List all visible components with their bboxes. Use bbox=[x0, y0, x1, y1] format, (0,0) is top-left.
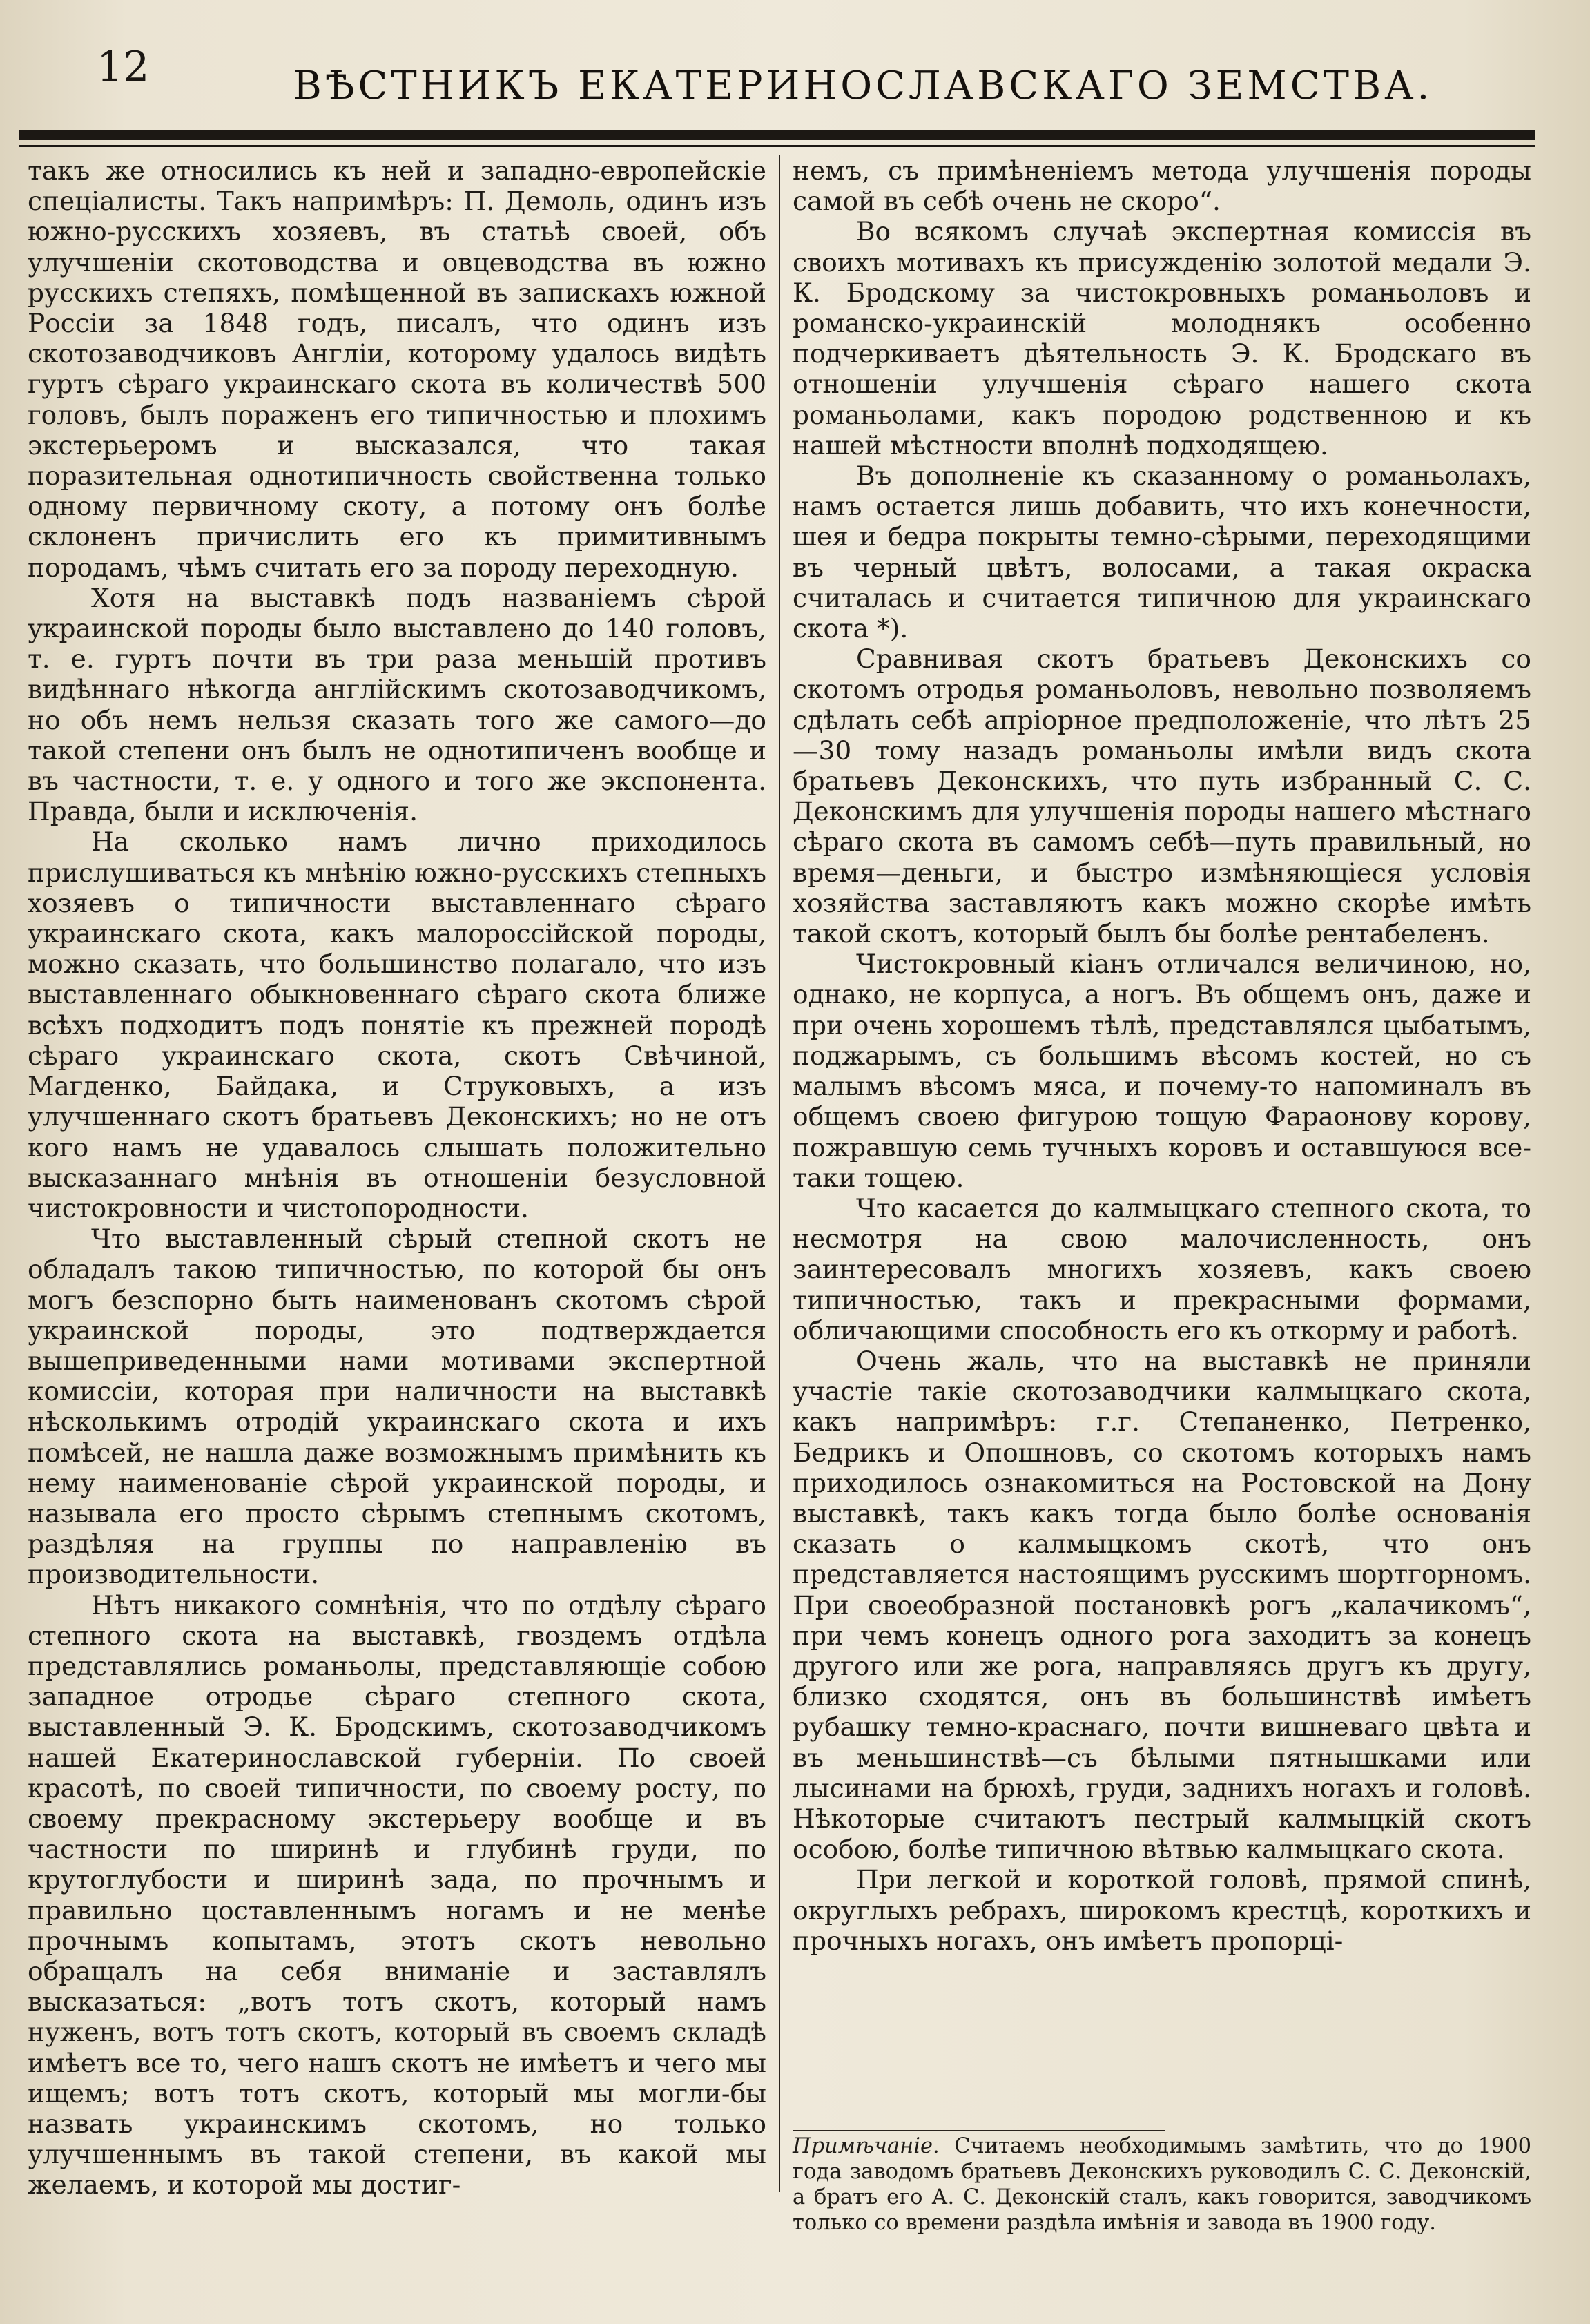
paragraph: Очень жаль, что на выставкѣ не приняли участіе такіе скотозаводчики калмыцкаго скота, какъ напримѣръ: г.г. Степаненко, Петренко, Бедрикъ и Опошновъ, со скотомъ которыхъ намъ приходилось ознакомиться на Ростовской на Дону выставкѣ, такъ какъ тогда было болѣе основанія сказать о калмыцкомъ скотѣ, что онъ представляется настоящимъ русскимъ шортгорномъ. При своеобразной постановкѣ рогъ „калачикомъ“, при чемъ конецъ одного рога заходитъ за конецъ другого или же рога, направляясь другъ къ другу, близко сходятся, онъ въ большинствѣ имѣетъ рубашку темно-краснаго, почти вишневаго цвѣта и въ меньшинствѣ—съ бѣлыми пятнышками или лысинами на брюхѣ, груди, заднихъ ногахъ и головѣ. Нѣкоторые считаютъ пестрый калмыцкій скотъ особою, болѣе типичною вѣтвью калмыцкаго скота. bbox=[793, 1345, 1531, 1865]
paragraph: Хотя на выставкѣ подъ названіемъ сѣрой украинской породы было выставлено до 140 головъ, т. е. гуртъ почти въ три раза меньшій противъ видѣннаго нѣкогда англійскимъ скотозаводчикомъ, но объ немъ нельзя сказать того же самого—до такой степени онъ былъ не однотипиченъ вообще и въ частности, т. е. у одного и того же экспонента. Правда, были и исключенія. bbox=[28, 582, 766, 827]
journal-title: ВѢСТНИКЪ ЕКАТЕРИНОСЛАВСКАГО ЗЕМСТВА. bbox=[293, 64, 1433, 108]
paragraph: При легкой и короткой головѣ, прямой спинѣ, округлыхъ ребрахъ, широкомъ крестцѣ, короткихъ и прочныхъ ногахъ, онъ имѣетъ пропорці- bbox=[793, 1864, 1531, 1956]
footnote-label: Примѣчаніе. bbox=[793, 2134, 940, 2158]
paragraph: Что выставленный сѣрый степной скотъ не обладалъ такою типичностью, по которой бы онъ могъ безспорно быть наименованъ скотомъ сѣрой украинской породы, это подтверждается вышеприведенными нами мотивами экспертной комиссіи, которая при наличности на выставкѣ нѣсколькимъ отродій украинскаго скота и ихъ помѣсей, не нашла даже возможнымъ примѣнить къ нему наименованіе сѣрой украинской породы, и называла его просто сѣрымъ степнымъ скотомъ, раздѣляя на группы по направленію въ производительности. bbox=[28, 1223, 766, 1590]
paragraph: Что касается до калмыцкаго степного скота, то несмотря на свою малочисленность, онъ заинтересовалъ многихъ хозяевъ, какъ своею типичностью, такъ и прекрасными формами, обличающими способность его къ откорму и работѣ. bbox=[793, 1192, 1531, 1346]
page-number: 12 bbox=[97, 43, 150, 91]
header-rule-thin bbox=[19, 145, 1535, 147]
footnote-text: Считаемъ необходимымъ замѣтить, что до 1900 года заводомъ братьевъ Деконскихъ руководилъ С. С. Деконскій, а братъ его А. С. Деконскій сталъ, какъ говорится, заводчикомъ только со времени раздѣла имѣнія и завода въ 1900 году. bbox=[793, 2134, 1531, 2235]
paragraph: такъ же относились къ ней и западно-европейскіе спеціалисты. Такъ напримѣръ: П. Демоль, одинъ изъ южно-русскихъ хозяевъ, въ статьѣ своей, объ улучшеніи скотоводства и овцеводства въ южно русскихъ степяхъ, помѣщенной въ запискахъ южной Россіи за 1848 годъ, писалъ, что одинъ изъ скотозаводчиковъ Англіи, которому удалось видѣть гуртъ сѣраго украинскаго скота въ количествѣ 500 головъ, былъ пораженъ его типичностью и плохимъ экстерьеромъ и высказался, что такая поразительная однотипичность свойственна только одному первичному скоту, а потому онъ болѣе склоненъ причислить его къ примитивнымъ породамъ, чѣмъ считать его за породу переходную. bbox=[28, 155, 766, 583]
paragraph: немъ, съ примѣненіемъ метода улучшенія породы самой въ себѣ очень не скоро“. bbox=[793, 155, 1531, 217]
left-column bbox=[28, 155, 766, 2282]
paragraph: Нѣтъ никакого сомнѣнія, что по отдѣлу сѣраго степного скота на выставкѣ, гвоздемъ отдѣла представлялись романьолы, представляющіе собою западное отродье сѣраго степного скота, выставленный Э. К. Бродскимъ, скотозаводчикомъ нашей Екатеринославской губерніи. По своей красотѣ, по своей типичности, по своему росту, по своему прекрасному экстерьеру вообще и въ частности по ширинѣ и глубинѣ груди, по крутоглубости и ширинѣ зада, по прочнымъ и правильно цоставленнымъ ногамъ и не менѣе прочнымъ копытамъ, этотъ скотъ невольно обращалъ на себя вниманіе и заставлялъ высказаться: „вотъ тотъ скотъ, который намъ нуженъ, вотъ тотъ скотъ, который въ своемъ складѣ имѣетъ все то, чего нашъ скотъ не имѣетъ и чего мы ищемъ; вотъ тотъ скотъ, который мы могли-бы назвать украинскимъ скотомъ, но только улучшеннымъ въ такой степени, въ какой мы желаемъ, и которой мы достиг- bbox=[28, 1589, 766, 2200]
page-header bbox=[0, 0, 1590, 159]
footnote-rule bbox=[793, 2130, 1165, 2131]
paragraph: Во всякомъ случаѣ экспертная комиссія въ своихъ мотивахъ къ присужденію золотой медали Э. К. Бродскому за чистокровныхъ романьоловъ и романско-украинскій молоднякъ особенно подчеркиваетъ дѣятельность Э. К. Бродскаго въ отношеніи улучшенія сѣраго нашего скота романьолами, какъ породою родственною и къ нашей мѣстности вполнѣ подходящею. bbox=[793, 216, 1531, 461]
column-divider bbox=[779, 155, 780, 2192]
right-column bbox=[793, 155, 1531, 2282]
paragraph: На сколько намъ лично приходилось прислушиваться къ мнѣнію южно-русскихъ степныхъ хозяевъ о типичности выставленнаго сѣраго украинскаго скота, какъ малороссійской породы, можно сказать, что большинство полагало, что изъ выставленнаго обыкновеннаго сѣраго скота ближе всѣхъ подходитъ подъ понятіе къ прежней породѣ сѣраго украинскаго скота, скотъ Свѣчиной, Магденко, Байдака, и Струковыхъ, а изъ улучшеннаго скотъ братьевъ Деконскихъ; но не отъ кого намъ не удавалось слышать положительно высказаннаго мнѣнія въ отношеніи безусловной чистокровности и чистопородности. bbox=[28, 826, 766, 1223]
paragraph: Сравнивая скотъ братьевъ Деконскихъ со скотомъ отродья романьоловъ, невольно позволяемъ сдѣлать себѣ апріорное предположеніе, что лѣтъ 25—30 тому назадъ романьолы имѣли видъ скота братьевъ Деконскихъ, что путь избранный С. С. Деконскимъ для улучшенія породы нашего мѣстнаго сѣраго скота въ самомъ себѣ—путь правильный, но время—деньги, и быстро измѣняющіеся условія хозяйства заставляютъ какъ можно скорѣе имѣть такой скотъ, который былъ бы болѣе рентабеленъ. bbox=[793, 643, 1531, 949]
footnote bbox=[793, 2133, 1531, 2236]
header-rule-thick bbox=[19, 130, 1535, 140]
paragraph: Чистокровный кіанъ отличался величиною, но, однако, не корпуса, а ногъ. Въ общемъ онъ, даже и при очень хорошемъ тѣлѣ, представлялся цыбатымъ, поджарымъ, съ большимъ вѣсомъ костей, но съ малымъ вѣсомъ мяса, и почему-то напоминалъ въ общемъ своею фигурою тощую Фараонову корову, пожравшую семь тучныхъ коровъ и оставшуюся все-таки тощею. bbox=[793, 949, 1531, 1193]
paragraph: Въ дополненіе къ сказанному о романьолахъ, намъ остается лишь добавить, что ихъ конечности, шея и бедра покрыты темно-сѣрыми, переходящими въ черный цвѣтъ, волосами, а такая окраска считалась и считается типичною для украинскаго скота *). bbox=[793, 461, 1531, 644]
